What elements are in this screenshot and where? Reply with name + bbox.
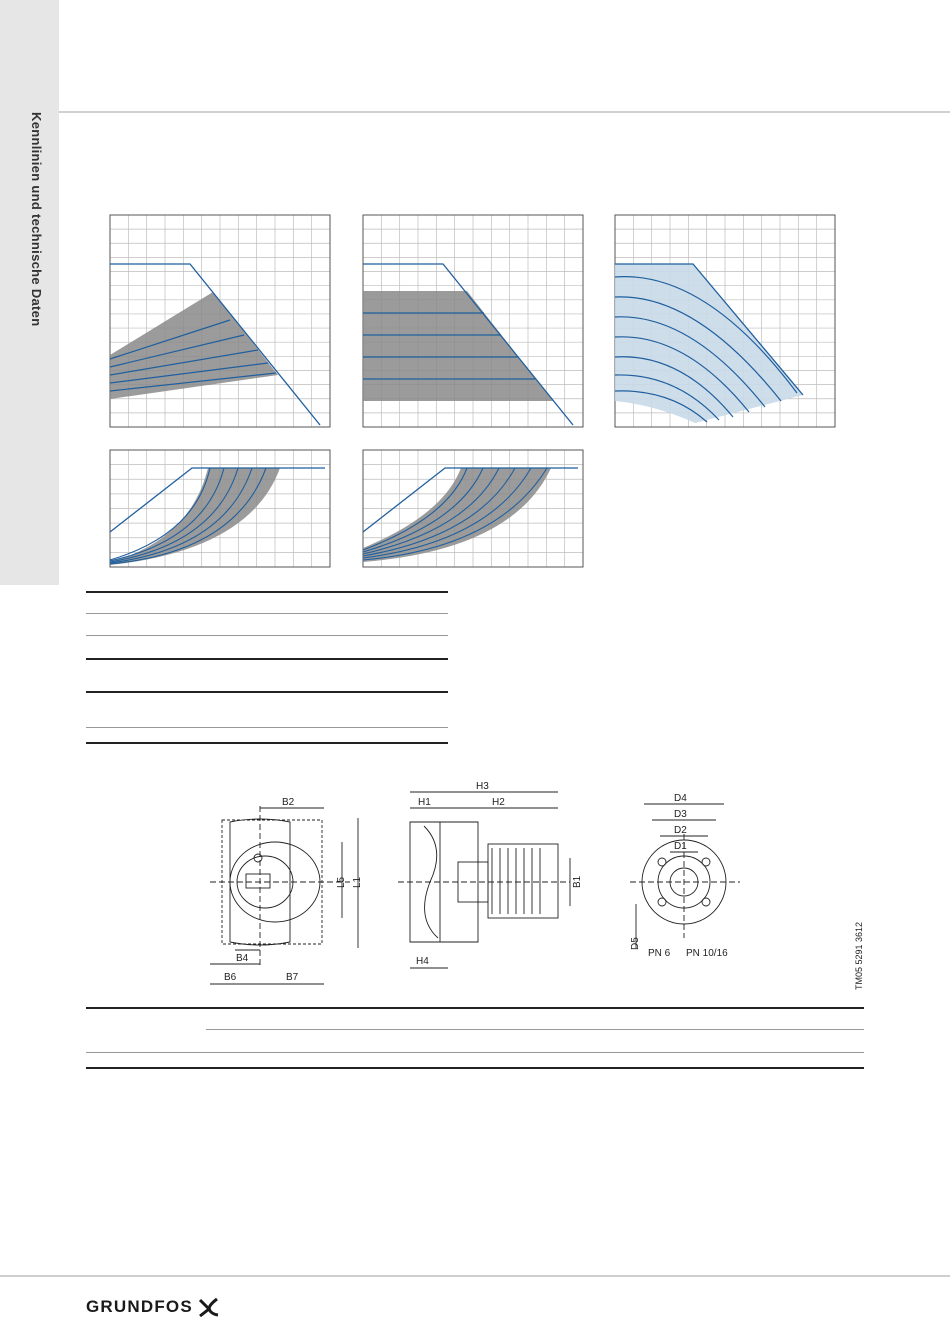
sidebar-tab [0,0,59,585]
dim-label-h2: H2 [492,797,505,808]
table-1-rule [86,658,448,660]
chart-3-band [615,264,803,423]
table-2-rule [206,1029,864,1030]
dim-label-b6: B6 [224,972,237,983]
table-1-rule-top [86,591,448,593]
dim-label-h1: H1 [418,797,431,808]
dim-label-b2: B2 [282,797,295,808]
dim-label-d2: D2 [674,825,687,836]
chart-2-band [363,291,553,401]
pn6-label: PN 6 [648,948,671,959]
chart-2 [363,215,583,427]
table-1-rule [86,727,448,728]
dim-label-d5: D5 [630,937,641,950]
dim-label-b7: B7 [286,972,299,983]
grundfos-x-icon [197,1297,221,1317]
footer-divider [0,1275,950,1277]
chart-1 [110,215,330,427]
table-2-rule-bottom [86,1067,864,1069]
chart-1-band [110,292,278,399]
chart-5 [363,450,583,567]
tm-code: TM05 5291 3612 [854,921,864,990]
table-1-rule-bottom [86,742,448,744]
dim-label-h4: H4 [416,956,429,967]
dim-label-b4: B4 [236,953,249,964]
pump-front-view [398,822,570,942]
table-2-rule [86,1052,864,1053]
chart-3 [615,215,835,427]
chart-4 [110,450,330,567]
dim-label-l5: L5 [336,876,347,888]
dim-label-l1: L1 [352,876,363,888]
table-1-rule [86,635,448,636]
grundfos-logo [86,1294,221,1320]
dim-label-d1: D1 [674,841,687,852]
pump-fins [492,848,540,914]
pn1016-label: PN 10/16 [686,948,728,959]
table-1-rule [86,691,448,693]
technical-drawing [200,778,880,996]
pump-side-view [210,806,350,968]
table-1-rule [86,613,448,614]
dim-label-d4: D4 [674,793,687,804]
sidebar-title: Kennlinien und technische Daten [29,112,44,327]
dim-label-h3: H3 [476,781,489,792]
brand-name: GRUNDFOS [86,1297,193,1316]
dim-label-d3: D3 [674,809,687,820]
table-2-rule-top [86,1007,864,1009]
dim-label-b1: B1 [572,875,583,888]
header-divider [59,111,950,113]
